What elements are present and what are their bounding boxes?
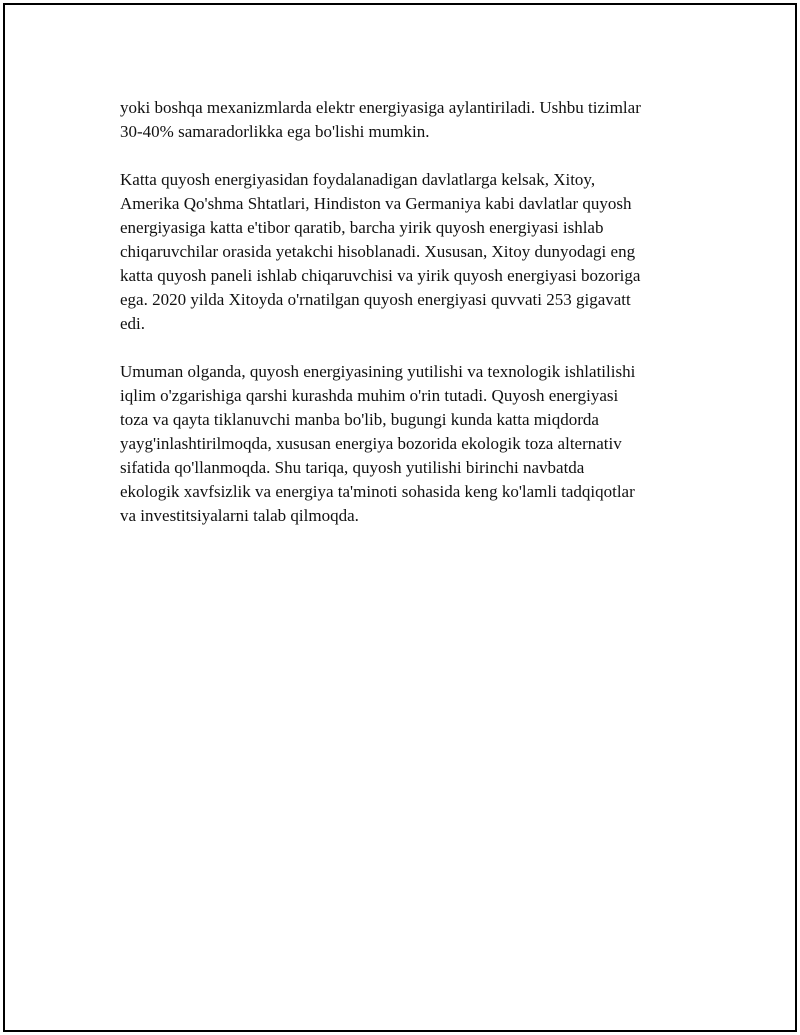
page-frame — [3, 3, 797, 1032]
text-line: ega. 2020 yilda Xitoyda o'rnatilgan quyosh energiyasi quvvati 253 gigavatt — [120, 290, 631, 309]
paragraph-1 — [120, 96, 700, 144]
text-line: toza va qayta tiklanuvchi manba bo'lib, bugungi kunda katta miqdorda — [120, 410, 599, 429]
text-line: yayg'inlashtirilmoqda, xususan energiya bozorida ekologik toza alternativ — [120, 434, 622, 453]
text-line: energiyasiga katta e'tibor qaratib, barcha yirik quyosh energiyasi ishlab — [120, 218, 604, 237]
document-body — [120, 96, 700, 552]
text-line: katta quyosh paneli ishlab chiqaruvchisi va yirik quyosh energiyasi bozoriga — [120, 266, 641, 285]
text-line: Amerika Qo'shma Shtatlari, Hindiston va Germaniya kabi davlatlar quyosh — [120, 194, 632, 213]
text-line: edi. — [120, 314, 146, 333]
text-line: 30-40% samaradorlikka ega bo'lishi mumkin. — [120, 122, 430, 141]
text-line: va investitsiyalarni talab qilmoqda. — [120, 506, 359, 525]
text-line: ekologik xavfsizlik va energiya ta'minoti sohasida keng ko'lamli tadqiqotlar — [120, 482, 635, 501]
text-line: sifatida qo'llanmoqda. Shu tariqa, quyosh yutilishi birinchi navbatda — [120, 458, 585, 477]
text-line: chiqaruvchilar orasida yetakchi hisoblanadi. Xususan, Xitoy dunyodagi eng — [120, 242, 636, 261]
text-line: iqlim o'zgarishiga qarshi kurashda muhim o'rin tutadi. Quyosh energiyasi — [120, 386, 619, 405]
paragraph-3 — [120, 360, 700, 528]
text-line: Katta quyosh energiyasidan foydalanadigan davlatlarga kelsak, Xitoy, — [120, 170, 596, 189]
paragraph-2 — [120, 168, 700, 336]
text-line: yoki boshqa mexanizmlarda elektr energiyasiga aylantiriladi. Ushbu tizimlar — [120, 98, 641, 117]
text-line: Umuman olganda, quyosh energiyasining yutilishi va texnologik ishlatilishi — [120, 362, 636, 381]
